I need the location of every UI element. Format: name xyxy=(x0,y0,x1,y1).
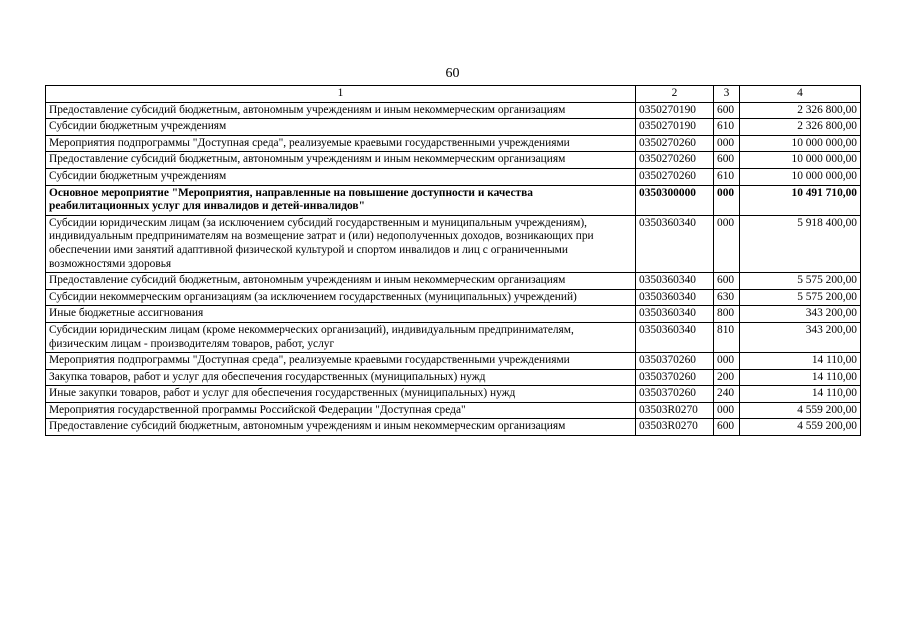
row-code-cell: 0350270190 xyxy=(636,119,714,136)
row-amount-cell: 343 200,00 xyxy=(740,306,861,323)
table-row xyxy=(46,306,861,323)
row-expense-type-cell: 000 xyxy=(714,135,740,152)
row-code-cell: 0350370260 xyxy=(636,369,714,386)
row-name-cell: Предоставление субсидий бюджетным, автономным учреждениям и иным некоммерческим организациям xyxy=(46,273,636,290)
table-row xyxy=(46,185,861,215)
header-col-1: 1 xyxy=(46,86,636,103)
row-code-cell: 0350360340 xyxy=(636,273,714,290)
row-expense-type-cell: 000 xyxy=(714,402,740,419)
row-amount-cell: 10 000 000,00 xyxy=(740,168,861,185)
row-amount-cell: 5 918 400,00 xyxy=(740,215,861,272)
row-amount-cell: 5 575 200,00 xyxy=(740,273,861,290)
row-expense-type-cell: 600 xyxy=(714,102,740,119)
row-name-cell: Основное мероприятие "Мероприятия, направленные на повышение доступности и качества реабилитационных услуг для инвалидов и детей-инвалидов" xyxy=(46,185,636,215)
table-row xyxy=(46,119,861,136)
row-code-cell: 0350300000 xyxy=(636,185,714,215)
table-row xyxy=(46,289,861,306)
table-row xyxy=(46,353,861,370)
row-code-cell: 03503R0270 xyxy=(636,419,714,436)
row-code-cell: 0350270190 xyxy=(636,102,714,119)
table-row xyxy=(46,168,861,185)
row-code-cell: 0350370260 xyxy=(636,353,714,370)
row-name-cell: Предоставление субсидий бюджетным, автономным учреждениям и иным некоммерческим организациям xyxy=(46,419,636,436)
row-name-cell: Иные закупки товаров, работ и услуг для обеспечения государственных (муниципальных) нужд xyxy=(46,386,636,403)
row-name-cell: Субсидии юридическим лицам (кроме некоммерческих организаций), индивидуальным предпринимателям, физическим лицам - производителям товаров, работ, услуг xyxy=(46,322,636,352)
table-body xyxy=(46,102,861,435)
row-expense-type-cell: 000 xyxy=(714,353,740,370)
row-name-cell: Иные бюджетные ассигнования xyxy=(46,306,636,323)
row-amount-cell: 2 326 800,00 xyxy=(740,119,861,136)
row-code-cell: 0350270260 xyxy=(636,168,714,185)
row-code-cell: 03503R0270 xyxy=(636,402,714,419)
row-expense-type-cell: 600 xyxy=(714,273,740,290)
row-amount-cell: 4 559 200,00 xyxy=(740,402,861,419)
row-name-cell: Мероприятия государственной программы Российской Федерации "Доступная среда" xyxy=(46,402,636,419)
table-row xyxy=(46,273,861,290)
table-row xyxy=(46,135,861,152)
header-col-4: 4 xyxy=(740,86,861,103)
row-code-cell: 0350270260 xyxy=(636,135,714,152)
table-row xyxy=(46,215,861,272)
row-amount-cell: 4 559 200,00 xyxy=(740,419,861,436)
table-row xyxy=(46,386,861,403)
row-code-cell: 0350270260 xyxy=(636,152,714,169)
row-amount-cell: 5 575 200,00 xyxy=(740,289,861,306)
row-expense-type-cell: 200 xyxy=(714,369,740,386)
row-amount-cell: 14 110,00 xyxy=(740,369,861,386)
row-expense-type-cell: 240 xyxy=(714,386,740,403)
row-amount-cell: 14 110,00 xyxy=(740,353,861,370)
row-expense-type-cell: 630 xyxy=(714,289,740,306)
row-name-cell: Субсидии бюджетным учреждениям xyxy=(46,119,636,136)
row-code-cell: 0350370260 xyxy=(636,386,714,403)
table-header-row xyxy=(46,86,861,103)
table-row xyxy=(46,102,861,119)
row-name-cell: Предоставление субсидий бюджетным, автономным учреждениям и иным некоммерческим организациям xyxy=(46,102,636,119)
table-row xyxy=(46,419,861,436)
row-name-cell: Субсидии некоммерческим организациям (за исключением государственных (муниципальных) учреждений) xyxy=(46,289,636,306)
row-amount-cell: 10 000 000,00 xyxy=(740,152,861,169)
row-code-cell: 0350360340 xyxy=(636,306,714,323)
row-name-cell: Предоставление субсидий бюджетным, автономным учреждениям и иным некоммерческим организациям xyxy=(46,152,636,169)
row-amount-cell: 2 326 800,00 xyxy=(740,102,861,119)
row-expense-type-cell: 600 xyxy=(714,419,740,436)
budget-table xyxy=(45,85,861,436)
table-row xyxy=(46,322,861,352)
row-expense-type-cell: 800 xyxy=(714,306,740,323)
row-expense-type-cell: 610 xyxy=(714,168,740,185)
row-expense-type-cell: 000 xyxy=(714,185,740,215)
row-name-cell: Субсидии бюджетным учреждениям xyxy=(46,168,636,185)
row-code-cell: 0350360340 xyxy=(636,322,714,352)
header-col-3: 3 xyxy=(714,86,740,103)
row-name-cell: Субсидии юридическим лицам (за исключением субсидий государственным и муниципальным учреждениям), индивидуальным предпринимателям на возмещение затрат и (или) недополученных доходов, возникающих при обеспечении ими занятий адаптивной физической культурой и спортом инвалидов и лиц с ограниченными возможностями здоровья xyxy=(46,215,636,272)
row-name-cell: Закупка товаров, работ и услуг для обеспечения государственных (муниципальных) нужд xyxy=(46,369,636,386)
page-number: 60 xyxy=(445,66,460,81)
table-row xyxy=(46,152,861,169)
row-amount-cell: 14 110,00 xyxy=(740,386,861,403)
row-expense-type-cell: 000 xyxy=(714,215,740,272)
table-row xyxy=(46,369,861,386)
row-amount-cell: 343 200,00 xyxy=(740,322,861,352)
row-expense-type-cell: 600 xyxy=(714,152,740,169)
row-amount-cell: 10 000 000,00 xyxy=(740,135,861,152)
table-row xyxy=(46,402,861,419)
row-expense-type-cell: 610 xyxy=(714,119,740,136)
row-expense-type-cell: 810 xyxy=(714,322,740,352)
row-code-cell: 0350360340 xyxy=(636,215,714,272)
row-code-cell: 0350360340 xyxy=(636,289,714,306)
row-name-cell: Мероприятия подпрограммы "Доступная среда", реализуемые краевыми государственными учреждениями xyxy=(46,135,636,152)
header-col-2: 2 xyxy=(636,86,714,103)
row-name-cell: Мероприятия подпрограммы "Доступная среда", реализуемые краевыми государственными учреждениями xyxy=(46,353,636,370)
row-amount-cell: 10 491 710,00 xyxy=(740,185,861,215)
